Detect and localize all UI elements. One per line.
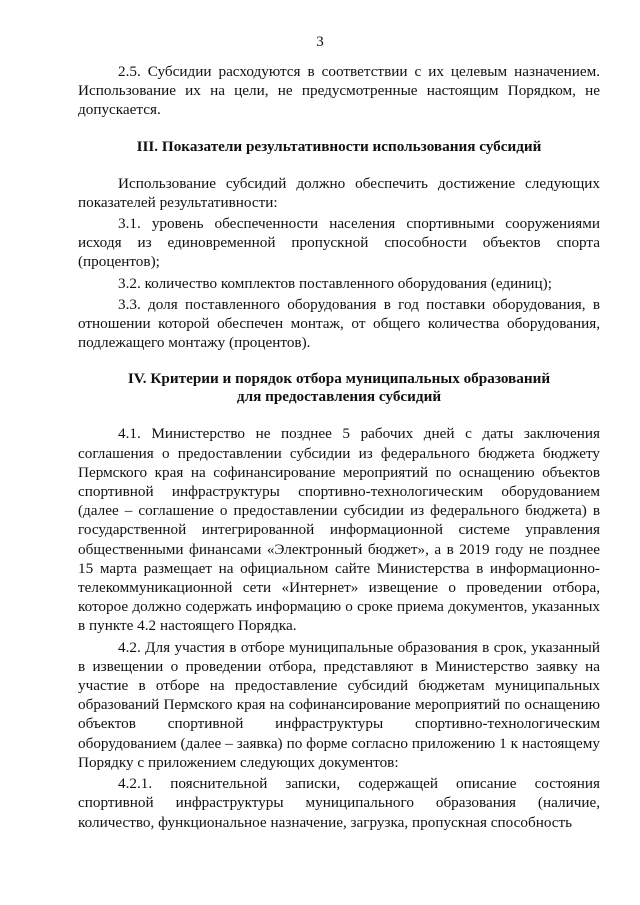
section-3-heading: III. Показатели результативности использования субсидий [136, 137, 542, 155]
paragraph-3-2: 3.2. количество комплектов поставленного оборудования (единиц); [118, 274, 552, 292]
paragraph-4-2-1: 4.2.1. пояснительной записки, содержащей описание состояния спортивной инфраструктуры муниципального образования (наличие, количество, функциональное назначение, загрузка, пропускная способность [78, 775, 600, 831]
document-body [78, 62, 600, 832]
section-4-heading-line-1: IV. Критерии и порядок отбора муниципальных образований [127, 370, 551, 388]
paragraph-3-intro: Использование субсидий должно обеспечить достижение следующих показателей результативности: [78, 174, 600, 211]
section-4-heading-line-2: для предоставления субсидий [236, 388, 442, 406]
paragraph-2-5: 2.5. Субсидии расходуются в соответствии с их целевым назначением. Использование их на цели, не предусмотренные настоящим Порядком, не допускается. [78, 63, 600, 119]
paragraph-4-1: 4.1. Министерство не позднее 5 рабочих дней с даты заключения соглашения о предоставлении субсидии из федерального бюджета бюджету Пермского края на софинансирование мероприятий по оснащению объектов спортивной инфраструктуры спортивно-технологическим оборудованием (далее – соглашение о предоставлении субсидии из федерального бюджета) в государственной интегрированной информационной системе управления общественными финансами «Электронный бюджет», а в 2019 году не позднее 15 марта размещает на официальном сайте Министерства в информационно-телекоммуникационной сети «Интернет» извещение о проведении отбора, которое должно содержать информацию о сроке приема документов, указанных в пункте 4.2 настоящего Порядка. [78, 425, 600, 635]
section-4-heading [78, 370, 600, 406]
paragraph-4-2: 4.2. Для участия в отборе муниципальные образования в срок, указанный в извещении о проведении отбора, представляют в Министерство заявку на участие в отборе на предоставление субсидий бюджетам муниципальных образований Пермского края на софинансирование мероприятий по оснащению объектов спортивной инфраструктуры спортивно-технологическим оборудованием (далее – заявка) по форме согласно приложению 1 к настоящему Порядку с приложением следующих документов: [78, 638, 600, 771]
paragraph-3-3: 3.3. доля поставленного оборудования в год поставки оборудования, в отношении которой обеспечен монтаж, от общего количества оборудования, подлежащего монтажу (процентов). [78, 295, 600, 352]
paragraph-3-1: 3.1. уровень обеспеченности населения спортивными сооружениями исходя из единовременной пропускной способности объектов спорта (процентов); [78, 215, 600, 271]
page-number: 3 [316, 34, 324, 50]
